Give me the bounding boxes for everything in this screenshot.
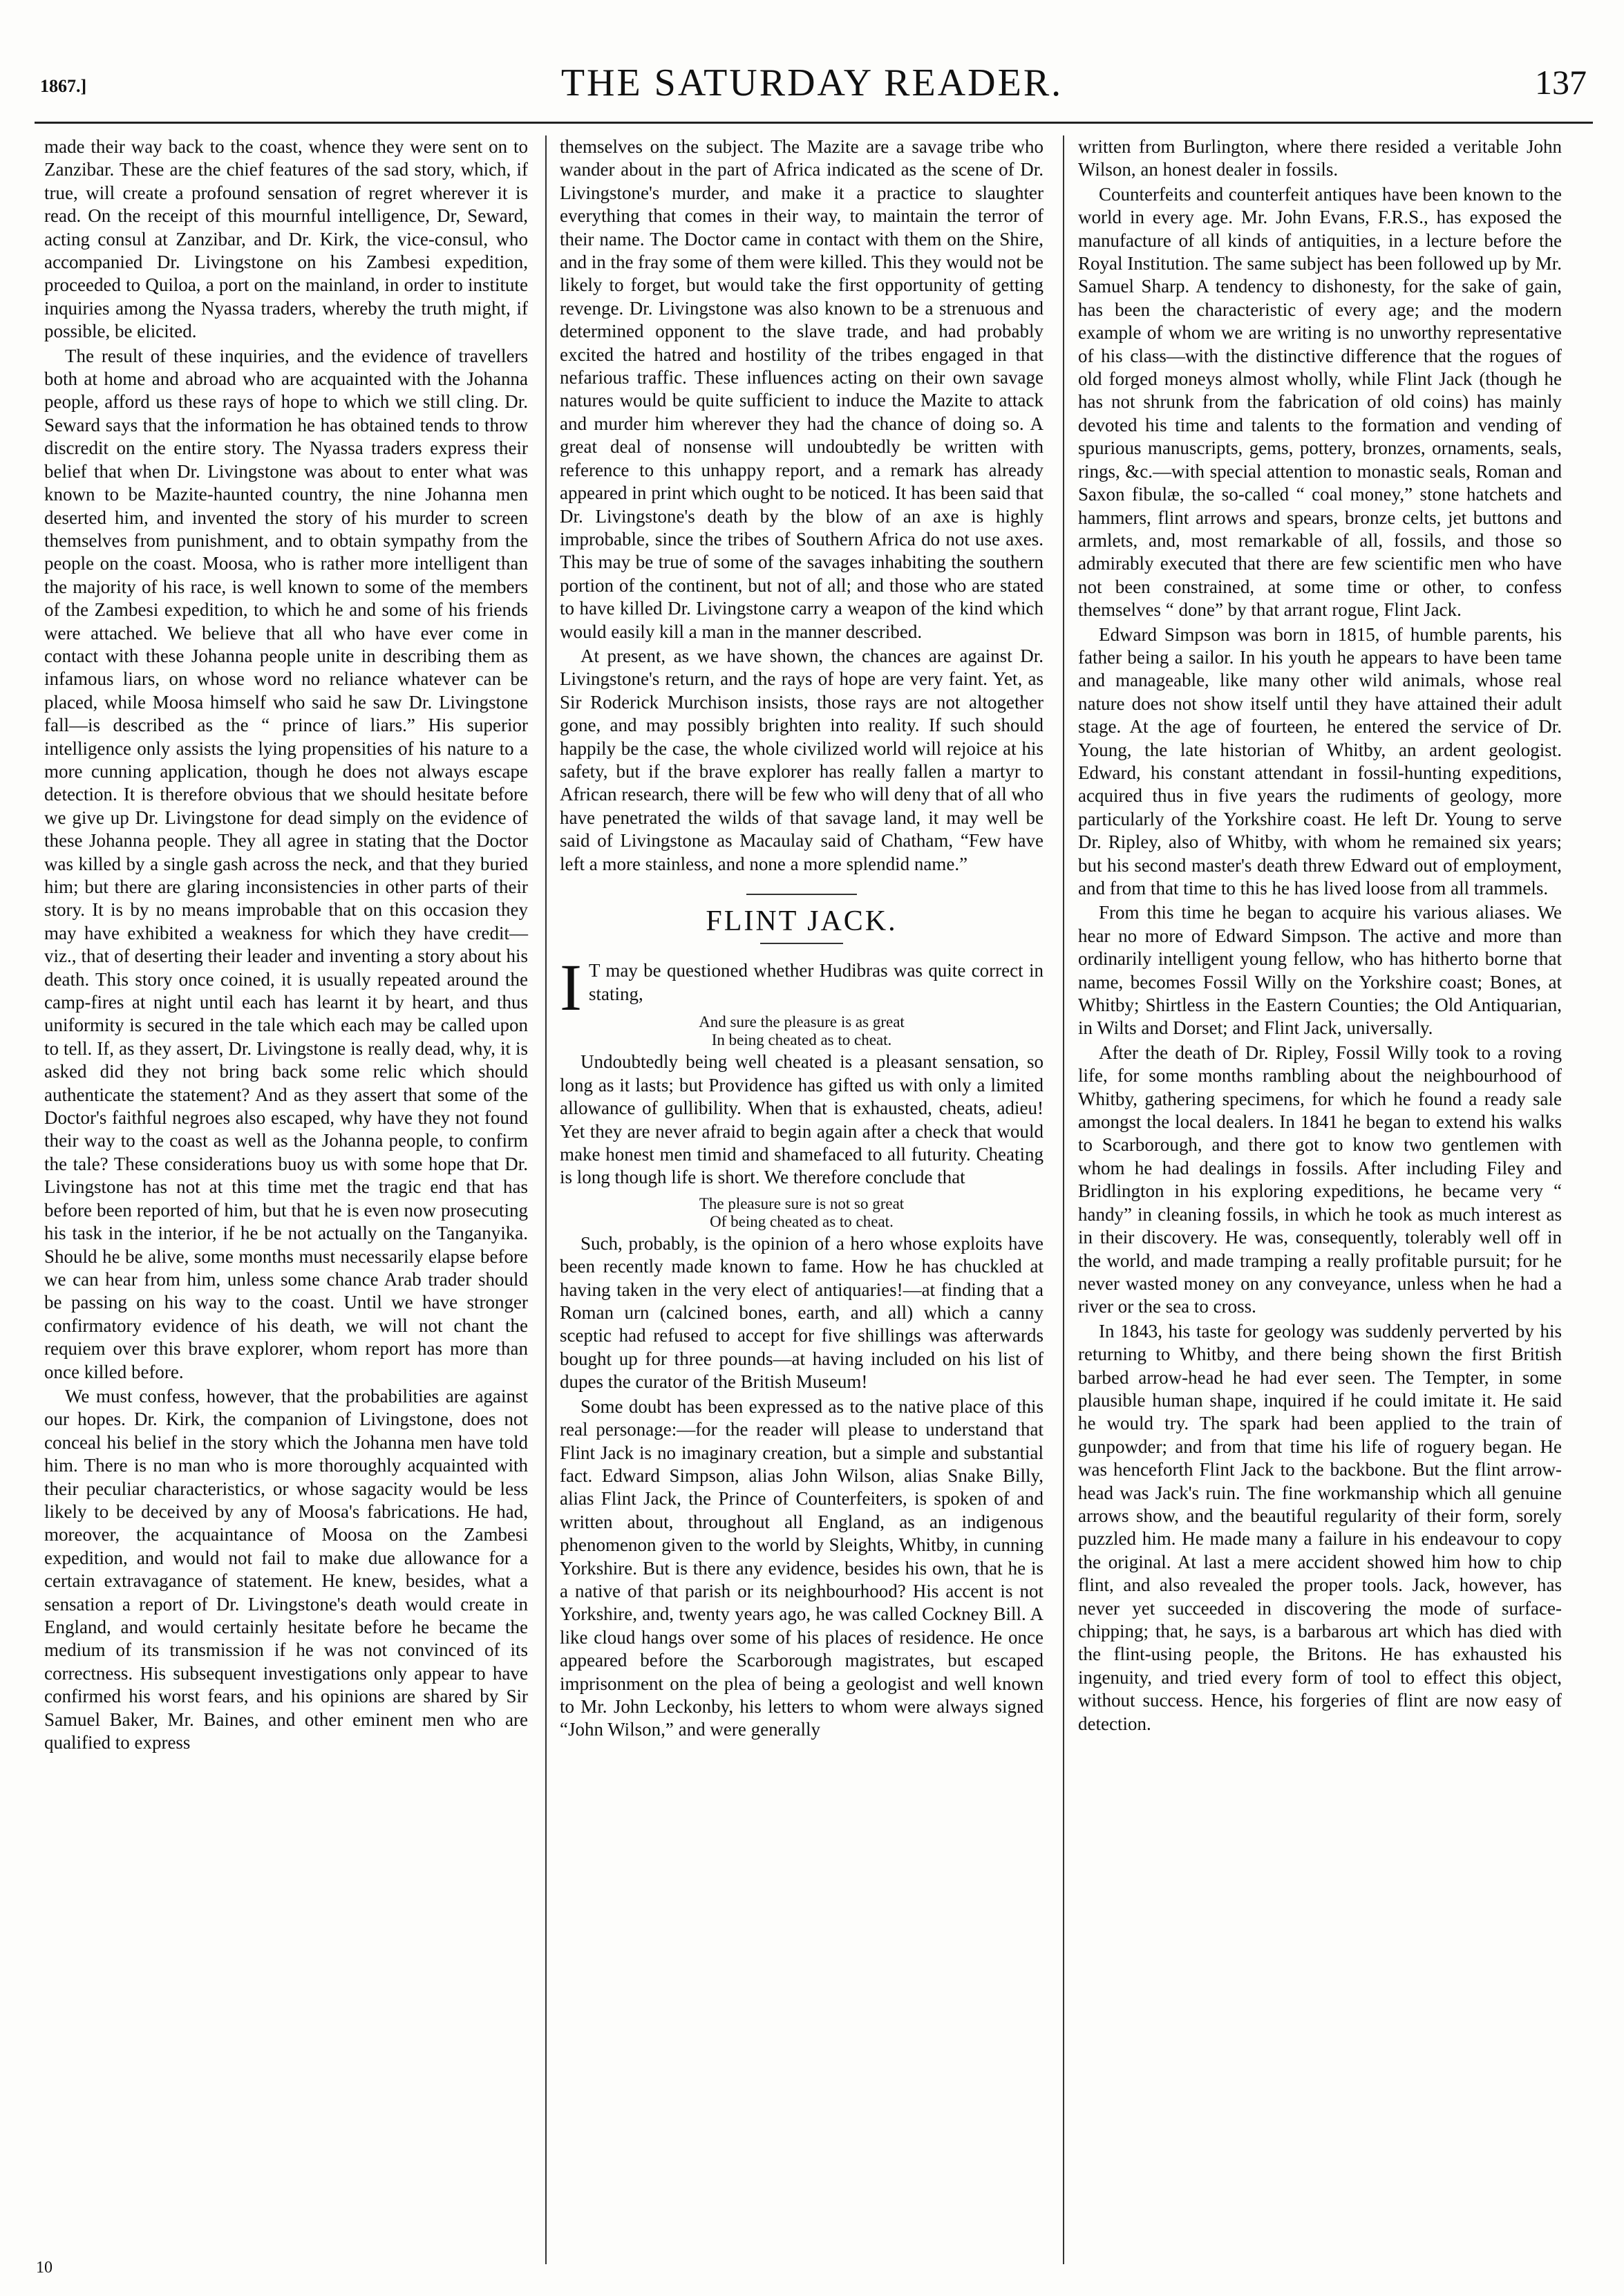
column-1 [44,135,528,1754]
paragraph: After the death of Dr. Ripley, Fossil Willy took to a roving life, for some months rambling about the neighbourhood of Whitby, gathering specimens, for which he found a ready sale amongst the local dealers. In 1841 he began to extend his walks to Scarborough, and there got to know two gentlemen with whom he had dealings in fossils. After including Filey and Bridlington in his exploring expeditions, he became very “ handy” in cleaning fossils, in which he took as much interest as in their discovery. He was, consequently, tolerably well off in the world, and made tramping a really profitable pursuit; for he never wasted money on any conveyance, unless when he had a river or the sea to cross. [1078,1042,1562,1317]
paragraph: made their way back to the coast, whence they were sent on to Zanzibar. These are the chief features of the sad story, which, if true, will create a profound sensation of regret wherever it is read. On the receipt of this mournful intelligence, Dr, Seward, acting consul at Zanzibar, and Dr. Kirk, the vice-consul, who accompanied Dr. Livingstone on his Zambesi expedition, proceeded to Quiloa, a port on the mainland, in order to institute inquiries among the Nyassa traders, whereby the truth might, if possible, be elicited. [44,136,528,342]
verse-line: In being cheated as to cheat. [711,1031,892,1049]
column-divider [1063,135,1064,2264]
paragraph: The result of these inquiries, and the evidence of travellers both at home and abroad who are acquainted with the Johanna people, afford us these rays of hope to which we still cling. Dr. Seward says that the information he has obtained tends to throw discredit on the entire story. The Nyassa traders express their belief that when Dr. Livingstone was about to enter what was known to be Mazite-haunted country, the nine Johanna men deserted him, and invented the story of his murder to screen themselves from punishment, and to obtain sympathy from the people on the coast. Moosa, who is rather more intelligent than the majority of his race, is well known to some of the members of the Zambesi expedition, to which he and some of his friends were attached. We believe that all who have ever come in contact with these Johanna people unite in describing them as infamous liars, on whose word no reliance whatever can be placed, while Moosa himself who said he saw Dr. Livingstone fall—is described as the “ prince of liars.” His superior intelligence only assists the lying propensities of his nature to a more cunning application, though he does not always escape detection. It is therefore obvious that we should hesitate before we give up Dr. Livingstone for dead simply on the evidence of these Johanna people. They all agree in stating that the Doctor was killed by a single gash across the neck, and that they buried him; but there are glaring inconsistencies in other parts of their story. It is by no means improbable that on this occasion they may have exhibited a weakness for which they have credit—viz., that of deserting their leader and inventing a story about his death. This story once coined, it is usually repeated around the camp-fires at night until each has learnt it by heart, and thus uniformity is secured in the tale which each may be called upon to tell. If, as they assert, Dr. Livingstone is really dead, why, it is asked did they not bring back some relic which should authenticate the statement? And as they assert that some of the Doctor's faithful negroes also escaped, why have they not found their way to the coast as well as the Johanna people, to confirm the tale? These considerations buoy us with some hope that Dr. Livingstone has not at this time met the tragic end that has before been reported of him, but that he is even now prosecuting his task in the interior, if he be not actually on the Tanganyika. Should he be alive, some months must necessarily elapse before we can hear from him, unless some chance Arab trader should be passing on his way to the coast. Until we have stronger confirmatory evidence of his death, we will not chant the requiem over this brave explorer, whom report has more than once killed before. [44,345,528,1382]
verse-line: And sure the pleasure is as great [699,1013,905,1031]
page-header [28,28,1596,111]
issue-date: 1867.] [40,76,87,96]
verse-line: The pleasure sure is not so great [699,1194,905,1212]
column-2 [560,135,1044,1742]
paragraph: Such, probably, is the opinion of a hero whose exploits have been recently made known to fame. How he has chuckled at having taken in the very elect of antiquaries!—at finding that a Roman urn (calcined bones, earth, and all) which a canny sceptic had refused to accept for five shillings was afterwards bought up for three pounds—at having included on his list of dupes the curator of the British Museum! [560,1232,1044,1393]
article-separator [746,894,857,895]
publication-title: THE SATURDAY READER. [560,62,1064,104]
intro-text: T may be questioned whether Hudibras was quite correct in stating, [588,960,1044,1004]
paragraph: From this time he began to acquire his various aliases. We hear no more of Edward Simpson. The active and more than ordinarily intelligent young fellow, who has hitherto borne that name, becomes Fossil Willy on the Yorkshire coast; Bones, at Whitby; Shirtless in the Eastern Counties; the Old Antiquarian, in Wilts and Dorset; and Flint Jack, universally. [1078,902,1562,1039]
drop-cap: I [560,950,582,1025]
column-divider [545,135,547,2264]
header-rule [35,122,1593,124]
paragraph: Edward Simpson was born in 1815, of humble parents, his father being a sailor. In his youth he appears to have been tame and manageable, like many other wild animals, whose real nature does not show itself until they have attained their adult stage. At the age of fourteen, he entered the service of Dr. Young, the late historian of Whitby, an ardent geologist. Edward, his constant attendant in fossil-hunting expeditions, acquired thus in five years the rudiments of geology, more particularly of the Yorkshire coast. He left Dr. Young to serve Dr. Ripley, also of Whitby, with whom he remained six years; but his second master's death threw Edward out of employment, and from that time to this he has lived loose from all trammels. [1078,623,1562,898]
paragraph: In 1843, his taste for geology was suddenly perverted by his returning to Whitby, and there being shown the first British barbed arrow-head he had ever seen. The Tempter, in some plausible human shape, inquired if he could imitate it. He said he would try. The spark had been applied to the train of gunpowder; and from that time his life of roguery began. He was henceforth Flint Jack to the backbone. But the flint arrow-head was Jack's ruin. The fine workmanship which all genuine arrows show, and the beautiful regularity of their form, sorely puzzled him. He made many a failure in his endeavour to copy the original. At last a mere accident showed him how to chip flint, and also revealed the proper tools. Jack, however, has never yet succeeded in discovering the mode of surface-chipping; that, he says, is a barbarous art which has died with the flint-using people, the Britons. He has exhausted his ingenuity, and tried every form of tool to effect this object, without success. Hence, his forgeries of flint are now easy of detection. [1078,1320,1562,1734]
verse-line: Of being cheated as to cheat. [710,1212,894,1230]
column-3 [1078,135,1562,1735]
article-title: FLINT JACK. [706,905,898,937]
paragraph: themselves on the subject. The Mazite are a savage tribe who wander about in the part of Africa indicated as the scene of Dr. Livingstone's murder, and make it a practice to slaughter everything that comes in their way, to maintain the terror of their name. The Doctor came in contact with them on the Shire, and in the fray some of them were killed. This they would not be likely to forget, but would take the first opportunity of getting revenge. Dr. Livingstone was also known to be a strenuous and determined opponent to the slave trade, and had probably excited the hatred and hostility of the tribes engaged in that nefarious traffic. These influences acting on their own savage natures would be quite sufficient to induce the Mazite to attack and murder him wherever they had the chance of doing so. A great deal of nonsense will undoubtedly be written with reference to this unhappy report, and a remark has already appeared in print which ought to be noticed. It has been said that Dr. Livingstone's death by the blow of an axe is highly improbable, since the tribes of Southern Africa do not use axes. This may be true of some of the savages inhabiting the southern portion of the continent, but not of all; and those who are stated to have killed Dr. Livingstone carry a weapon of the kind which would easily kill a man in the manner described. [560,136,1044,642]
paragraph: At present, as we have shown, the chances are against Dr. Livingstone's return, and the rays of hope are very faint. Yet, as Sir Roderick Murchison insists, those rays are not altogether gone, and may possibly brighten into reality. If such should happily be the case, the whole civilized world will rejoice at his safety, but if the brave explorer has really fallen a martyr to African research, there will be few who will deny that of all who have penetrated the wilds of that savage land, it may well be said of Livingstone as Macaulay said of Chatham, “Few have left a more stainless, and none a more splendid name.” [560,645,1044,874]
paragraph: Some doubt has been expressed as to the native place of this real personage:—for the reader will please to understand that Flint Jack is no imaginary creation, but a simple and substantial fact. Edward Simpson, alias John Wilson, alias Snake Billy, alias Flint Jack, the Prince of Counterfeiters, is spoken of and written about, throughout all England, as an indigenous phenomenon given to the world by Sleights, Whitby, in cunning Yorkshire. But is there any evidence, besides his own, that he is a native of that parish or its neighbourhood? His accent is not Yorkshire, and, twenty years ago, he was called Cockney Bill. A like cloud hangs over some of his places of residence. He once appeared before the Scarborough magistrates, but escaped imprisonment on the plea of being a geologist and well known to Mr. John Leckonby, his letters to whom were always signed “John Wilson,” and were generally [560,1395,1044,1740]
paragraph: written from Burlington, where there resided a veritable John Wilson, an honest dealer in fossils. [1078,136,1562,180]
paragraph: Undoubtedly being well cheated is a pleasant sensation, so long as it lasts; but Providence has gifted us with only a limited allowance of gullibility. When that is exhausted, cheats, adieu! Yet they are never afraid to begin again after a check that would make honest men timid and shamefaced to all futurity. Cheating is long though life is short. We therefore conclude that [560,1051,1044,1188]
paragraph: We must confess, however, that the probabilities are against our hopes. Dr. Kirk, the companion of Livingstone, does not conceal his belief in the story which the Johanna men have told him. There is no man who is more thoroughly acquainted with their peculiar characteristics, or whose sagacity would be less likely to be deceived by any of Moosa's fabrications. He had, moreover, the acquaintance of Moosa on the Zambesi expedition, and would not fail to make due allowance for a certain extravagance of statement. He knew, besides, what a sensation a report of Dr. Livingstone's death would create in England, and would certainly hesitate before he became the medium of its transmission if he was not convinced of its correctness. His subsequent investigations only appear to have confirmed his worst fears, and his opinions are shared by Sir Samuel Baker, Mr. Baines, and other eminent men who are qualified to express [44,1385,528,1753]
page-number: 137 [1535,63,1587,102]
title-underline [760,943,843,944]
paragraph: Counterfeits and counterfeit antiques have been known to the world in every age. Mr. John Evans, F.R.S., has exposed the manufacture of all kinds of antiquities, in a lecture before the Royal Institution. The same subject has been followed up by Mr. Samuel Sharp. A tendency to dishonesty, for the sake of gain, has been the characteristic of every age; and the modern example of whom we are writing is no unworthy representative of his class—with the distinctive difference that the rogues of old forged moneys almost wholly, while Flint Jack (though he has not shrunk from the fabrication of old coins) has mainly devoted his time and talents to the formation and vending of spurious manuscripts, gems, pottery, bronzes, ornaments, seals, rings, &c.—with special attention to monastic seals, Roman and Saxon fibulæ, the so-called “ coal money,” stone hatchets and hammers, flint arrows and spears, bronze celts, jet buttons and armlets, and, most remarkable of all, fossils, and those so admirably executed that there are few scientific men who have not been constrained, at some time or other, to confess themselves “ done” by that arrant rogue, Flint Jack. [1078,183,1562,621]
footer-mark: 10 [36,2259,53,2277]
